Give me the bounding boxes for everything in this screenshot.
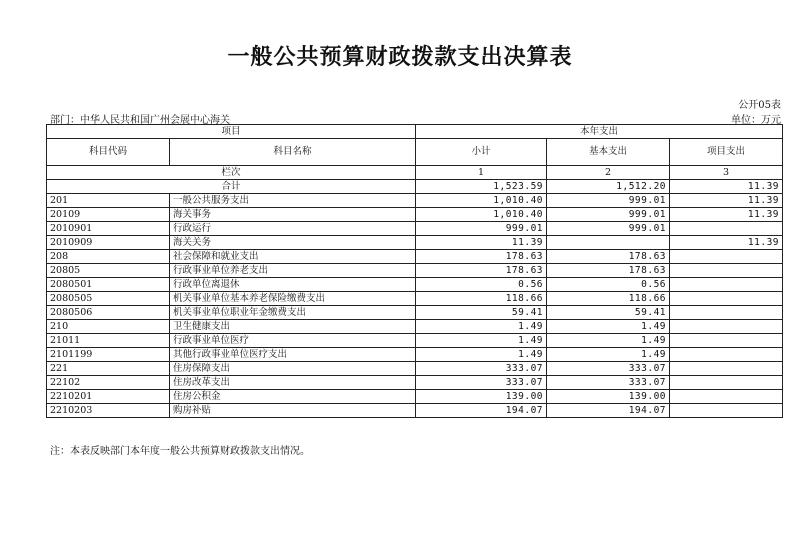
- cell-code: 2010901: [47, 222, 170, 236]
- department-label: 部门：中华人民共和国广州会展中心海关: [50, 115, 230, 126]
- cell-subtotal: 333.07: [416, 362, 547, 376]
- cell-subtotal: 11.39: [416, 236, 547, 250]
- cell-project: [670, 222, 783, 236]
- table-row: [47, 236, 783, 250]
- table-row: [47, 320, 783, 334]
- cell-project: [670, 348, 783, 362]
- cell-name: 行政事业单位医疗: [170, 334, 416, 348]
- cell-name: 行政单位离退休: [170, 278, 416, 292]
- total-subtotal: 1,523.59: [416, 180, 547, 194]
- column-number-1: 1: [416, 166, 547, 180]
- cell-code: 2210201: [47, 390, 170, 404]
- column-number-3: 3: [670, 166, 783, 180]
- cell-project: 11.39: [670, 236, 783, 250]
- cell-code: 20109: [47, 208, 170, 222]
- cell-name: 海关事务: [170, 208, 416, 222]
- cell-subtotal: 1.49: [416, 334, 547, 348]
- table-row: [47, 376, 783, 390]
- cell-code: 221: [47, 362, 170, 376]
- cell-project: [670, 250, 783, 264]
- table-row: [47, 222, 783, 236]
- form-number: 公开05表: [738, 100, 781, 111]
- table-row: [47, 404, 783, 418]
- cell-project: [670, 306, 783, 320]
- cell-name: 机关事业单位基本养老保险缴费支出: [170, 292, 416, 306]
- cell-name: 住房改革支出: [170, 376, 416, 390]
- cell-basic: 1.49: [547, 334, 670, 348]
- cell-code: 20805: [47, 264, 170, 278]
- cell-project: [670, 292, 783, 306]
- table-row: [47, 334, 783, 348]
- header-code: 科目代码: [47, 139, 170, 166]
- header-row-1: [47, 125, 783, 139]
- cell-basic: 333.07: [547, 362, 670, 376]
- cell-subtotal: 194.07: [416, 404, 547, 418]
- cell-basic: 999.01: [547, 222, 670, 236]
- cell-code: 2080506: [47, 306, 170, 320]
- cell-basic: 178.63: [547, 264, 670, 278]
- column-number-2: 2: [547, 166, 670, 180]
- cell-subtotal: 178.63: [416, 250, 547, 264]
- table-row: [47, 194, 783, 208]
- cell-name: 住房保障支出: [170, 362, 416, 376]
- cell-code: 2080505: [47, 292, 170, 306]
- cell-basic: 1.49: [547, 320, 670, 334]
- cell-project: [670, 376, 783, 390]
- cell-project: [670, 278, 783, 292]
- cell-project: [670, 320, 783, 334]
- cell-subtotal: 0.56: [416, 278, 547, 292]
- total-label: 合计: [47, 180, 416, 194]
- header-project-exp: 项目支出: [670, 139, 783, 166]
- cell-code: 22102: [47, 376, 170, 390]
- cell-subtotal: 178.63: [416, 264, 547, 278]
- header-current-year: 本年支出: [416, 125, 783, 139]
- cell-basic: 0.56: [547, 278, 670, 292]
- cell-project: [670, 264, 783, 278]
- cell-name: 机关事业单位职业年金缴费支出: [170, 306, 416, 320]
- cell-subtotal: 139.00: [416, 390, 547, 404]
- header-basic: 基本支出: [547, 139, 670, 166]
- table-row: [47, 264, 783, 278]
- table-row: [47, 250, 783, 264]
- cell-code: 210: [47, 320, 170, 334]
- cell-project: [670, 334, 783, 348]
- table-row: [47, 390, 783, 404]
- cell-subtotal: 1,010.40: [416, 208, 547, 222]
- header-subtotal: 小计: [416, 139, 547, 166]
- cell-project: [670, 404, 783, 418]
- total-row: [47, 180, 783, 194]
- table-row: [47, 306, 783, 320]
- cell-code: 2101199: [47, 348, 170, 362]
- cell-subtotal: 333.07: [416, 376, 547, 390]
- cell-name: 海关关务: [170, 236, 416, 250]
- table-row: [47, 278, 783, 292]
- total-project: 11.39: [670, 180, 783, 194]
- column-number-label: 栏次: [47, 166, 416, 180]
- table-row: [47, 362, 783, 376]
- cell-code: 2080501: [47, 278, 170, 292]
- cell-code: 201: [47, 194, 170, 208]
- header-name: 科目名称: [170, 139, 416, 166]
- cell-subtotal: 1,010.40: [416, 194, 547, 208]
- cell-name: 社会保障和就业支出: [170, 250, 416, 264]
- cell-name: 住房公积金: [170, 390, 416, 404]
- cell-subtotal: 59.41: [416, 306, 547, 320]
- cell-project: 11.39: [670, 194, 783, 208]
- cell-project: 11.39: [670, 208, 783, 222]
- header-project: 项目: [47, 125, 416, 139]
- cell-basic: 178.63: [547, 250, 670, 264]
- cell-basic: 999.01: [547, 194, 670, 208]
- cell-code: 21011: [47, 334, 170, 348]
- cell-basic: 333.07: [547, 376, 670, 390]
- cell-name: 购房补贴: [170, 404, 416, 418]
- total-basic: 1,512.20: [547, 180, 670, 194]
- table-row: [47, 208, 783, 222]
- cell-name: 行政运行: [170, 222, 416, 236]
- cell-basic: 194.07: [547, 404, 670, 418]
- cell-project: [670, 362, 783, 376]
- cell-name: 其他行政事业单位医疗支出: [170, 348, 416, 362]
- unit-label: 单位：万元: [731, 115, 781, 126]
- header-row-2: [47, 139, 783, 166]
- cell-code: 2210203: [47, 404, 170, 418]
- cell-basic: 59.41: [547, 306, 670, 320]
- cell-basic: 139.00: [547, 390, 670, 404]
- cell-project: [670, 390, 783, 404]
- cell-code: 208: [47, 250, 170, 264]
- cell-subtotal: 1.49: [416, 320, 547, 334]
- cell-basic: [547, 236, 670, 250]
- cell-subtotal: 999.01: [416, 222, 547, 236]
- cell-basic: 1.49: [547, 348, 670, 362]
- cell-subtotal: 1.49: [416, 348, 547, 362]
- cell-basic: 999.01: [547, 208, 670, 222]
- column-number-row: [47, 166, 783, 180]
- footnote: 注：本表反映部门本年度一般公共预算财政拨款支出情况。: [50, 446, 310, 457]
- table-row: [47, 292, 783, 306]
- cell-basic: 118.66: [547, 292, 670, 306]
- cell-name: 一般公共服务支出: [170, 194, 416, 208]
- table-row: [47, 348, 783, 362]
- cell-code: 2010909: [47, 236, 170, 250]
- cell-name: 行政事业单位养老支出: [170, 264, 416, 278]
- page-title: 一般公共预算财政拨款支出决算表: [227, 45, 573, 70]
- expenditure-table: [46, 124, 783, 418]
- cell-subtotal: 118.66: [416, 292, 547, 306]
- cell-name: 卫生健康支出: [170, 320, 416, 334]
